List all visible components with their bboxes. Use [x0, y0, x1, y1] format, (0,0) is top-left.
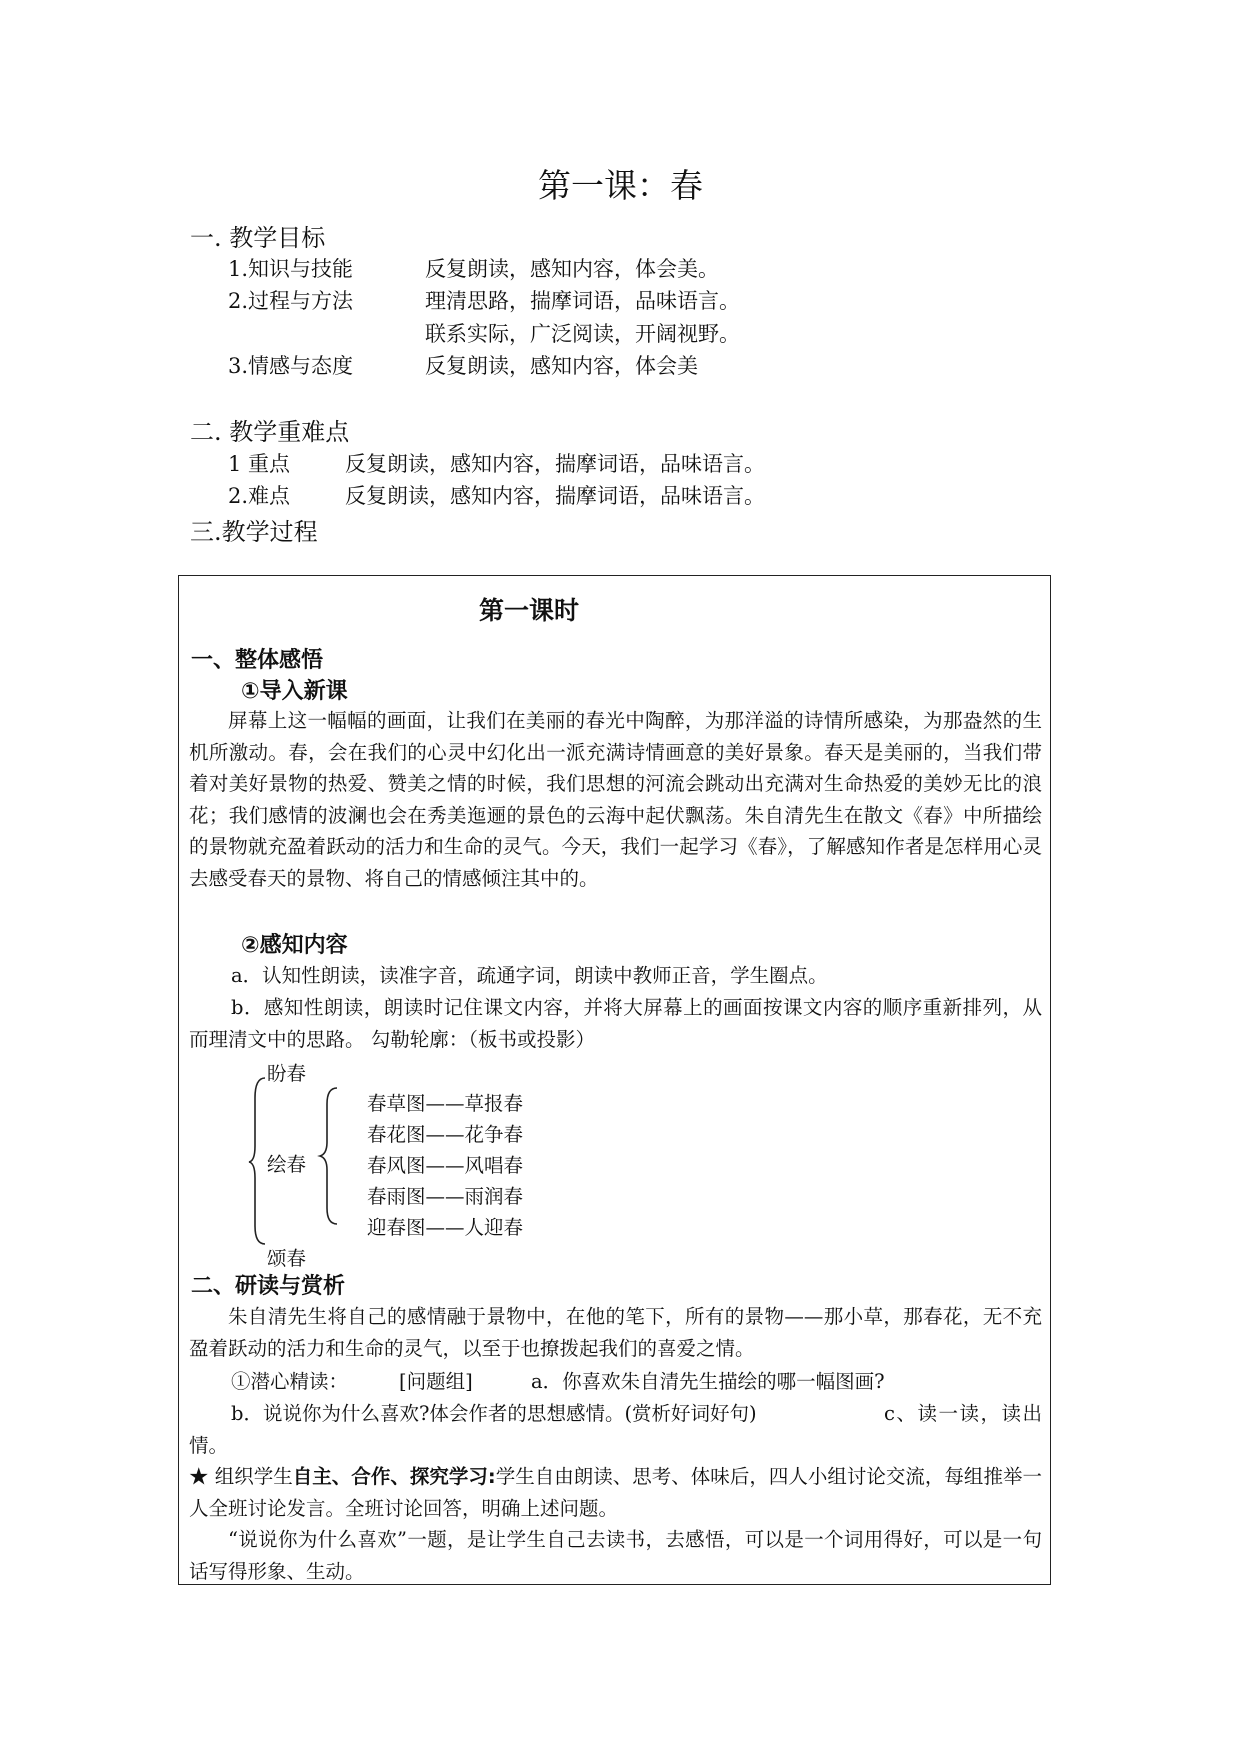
question-a: a．你喜欢朱自清先生描绘的哪一幅图画?: [531, 1370, 885, 1393]
subsection-heading: ②感知内容: [241, 933, 348, 958]
section-heading: 二、研读与赏析: [191, 1274, 346, 1299]
objective-text: 反复朗读，感知内容，体会美。: [425, 257, 719, 281]
outline-bottom: 颂春: [267, 1247, 307, 1270]
objective-text: 理清思路，揣摩词语，品味语言。: [425, 289, 740, 313]
outline-branch: 春风图——风唱春: [367, 1154, 524, 1177]
outline-left-brace: [249, 1076, 269, 1246]
key-points-heading: 二. 教学重难点: [190, 418, 350, 446]
key-point-label: 1 重点: [228, 452, 291, 476]
reading-label: ①潜心精读：: [231, 1370, 349, 1393]
key-point-text: 反复朗读，感知内容，揣摩词语，品味语言。: [345, 452, 765, 476]
star-icon: ★: [189, 1465, 209, 1488]
section-heading: 一、整体感悟: [191, 648, 324, 673]
reading-item-a: a．认知性朗读，读准字音，疏通字词，朗读中教师正音，学生圈点。: [231, 964, 828, 987]
question-b: b．说说你为什么喜欢?体会作者的思想感情。(赏析好词好句): [231, 1402, 757, 1425]
organize-intro: 组织学生: [214, 1465, 293, 1488]
outline-right-brace: [319, 1086, 339, 1226]
objective-label: 3.情感与态度: [228, 354, 354, 378]
objective-label: 1.知识与技能: [228, 257, 354, 281]
question-group-label: [问题组]: [399, 1370, 473, 1393]
process-heading: 三.教学过程: [190, 518, 318, 546]
intro-paragraph: 屏幕上这一幅幅的画面，让我们在美丽的春光中陶醉，为那洋溢的诗情所感染，为那盎然的生机所激动。春，会在我们的心灵中幻化出一派充满诗情画意的美好景象。春天是美丽的，当我们带着对美好景物的热爱、赞美之情的时候，我们思想的河流会跳动出充满对生命热爱的美妙无比的浪花；我们感情的波澜也会在秀美迤逦的景色的云海中起伏飘荡。朱自清先生在散文《春》中所描绘的景物就充盈着跃动的活力和生命的灵气。今天，我们一起学习《春》，了解感知作者是怎样用心灵去感受春天的景物、将自己的情感倾注其中的。: [189, 709, 1042, 890]
page-title: 第一课：春: [538, 166, 703, 205]
outline-branch: 春草图——草报春: [367, 1092, 524, 1115]
organize-detail: 学生自由朗读、思考、体味后，四人小组讨论交流，每组推举一人全班讨论发言。全班讨论回答，明确上述问题。: [189, 1465, 1042, 1520]
lesson-title: 第一课时: [478, 596, 579, 625]
final-paragraph: “说说你为什么喜欢”一题，是让学生自己去读书，去感悟，可以是一个词用得好，可以是一句话写得形象、生动。: [189, 1528, 1042, 1583]
key-point-label: 2.难点: [228, 484, 291, 508]
question-c: c、读一读，读出情。: [189, 1402, 1042, 1457]
lesson-box: [178, 575, 1051, 1585]
reading-item-b: b．感知性朗读，朗读时记住课文内容，并将大屏幕上的画面按课文内容的顺序重新排列，从而理清文中的思路。 勾勒轮廓：（板书或投影）: [189, 996, 1042, 1051]
outline-middle: 绘春: [267, 1153, 307, 1176]
outline-branch: 春雨图——雨润春: [367, 1185, 524, 1208]
outline-branch: 迎春图——人迎春: [367, 1216, 524, 1239]
organize-paragraph: [189, 1461, 1042, 1524]
objective-text: 反复朗读，感知内容，体会美: [425, 354, 698, 378]
subsection-heading: ①导入新课: [241, 679, 348, 704]
organize-method: 自主、合作、探究学习:: [292, 1465, 496, 1488]
outline-top: 盼春: [267, 1062, 307, 1085]
outline-branch: 春花图——花争春: [367, 1123, 524, 1146]
objective-text: 联系实际，广泛阅读，开阔视野。: [425, 322, 740, 346]
key-point-text: 反复朗读，感知内容，揣摩词语，品味语言。: [345, 484, 765, 508]
analysis-paragraph: 朱自清先生将自己的感情融于景物中，在他的笔下，所有的景物——那小草，那春花，无不充盈着跃动的活力和生命的灵气，以至于也撩拨起我们的喜爱之情。: [189, 1305, 1042, 1360]
objective-label: 2.过程与方法: [228, 289, 354, 313]
objectives-heading: 一. 教学目标: [190, 224, 326, 252]
